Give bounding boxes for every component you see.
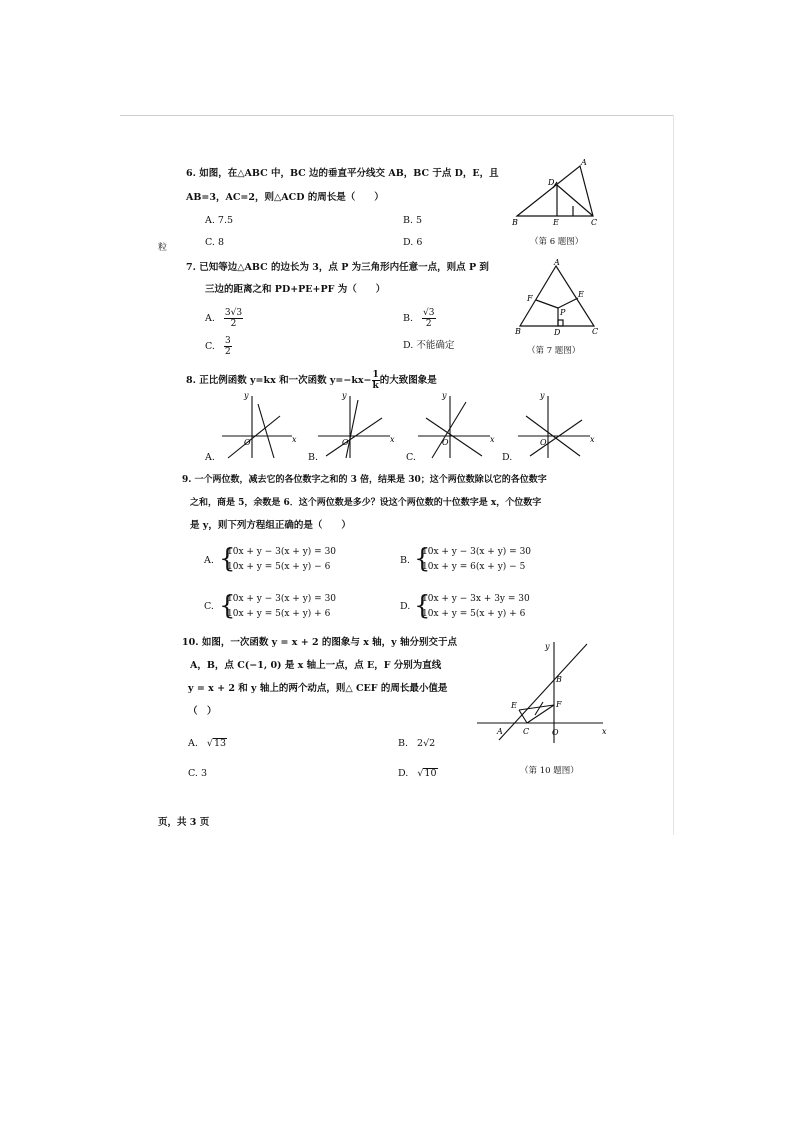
- q7-option-c-num: 3: [224, 336, 231, 346]
- side-mark: 粒: [158, 243, 168, 253]
- q7-option-b-den: 2: [425, 319, 432, 329]
- q6-label-A: A: [581, 158, 587, 167]
- q7-label-C: C: [592, 327, 599, 336]
- q8-frac-den: k: [372, 381, 379, 391]
- q10-option-d-label: D.: [398, 768, 409, 779]
- q9-option-a-brace: {: [219, 544, 236, 574]
- q7-option-a-den: 2: [230, 319, 237, 329]
- q7-option-b-num: √3: [423, 308, 435, 318]
- q10-text-line3: y = x + 2 和 y 轴上的两个动点，则△ CEF 的周长最小值是: [188, 683, 448, 694]
- q9-text-line3: 是 y，则下列方程组正确的是（ ）: [190, 520, 351, 531]
- q8-option-a: A.: [205, 452, 215, 463]
- q7-option-c: [205, 336, 232, 357]
- q10-option-c: C. 3: [188, 768, 208, 779]
- q9-option-c-eq2: 10x + y = 5(x + y) + 6: [227, 609, 331, 619]
- q6-text-line1: 6. 如图，在△ABC 中，BC 边的垂直平分线交 AB，BC 于点 D，E，且: [186, 168, 499, 179]
- q8-option-b: B.: [308, 452, 319, 463]
- header-rule: [120, 115, 673, 116]
- q6-option-a: A. 7.5: [205, 215, 234, 226]
- q9-option-a-eq1: 10x + y − 3(x + y) = 30: [227, 547, 337, 557]
- q7-figure: [512, 258, 604, 338]
- q10-label-B: B: [556, 675, 562, 684]
- q9-option-d-brace: {: [414, 591, 431, 621]
- q10-option-d: [398, 768, 438, 780]
- q9-option-a: [219, 545, 379, 575]
- q10-option-a-sqrt: √13: [206, 738, 227, 749]
- q8-a-o: O: [244, 438, 251, 447]
- right-margin-rule: [673, 115, 674, 835]
- q9-option-d: [414, 592, 574, 622]
- q9-option-d-label: D.: [400, 601, 411, 612]
- q6-label-B: B: [512, 218, 518, 227]
- q9-option-a-eq2: 10x + y = 5(x + y) − 6: [227, 562, 331, 572]
- q7-caption: （第 7 题图）: [527, 346, 581, 356]
- q8-d-x: x: [590, 435, 595, 444]
- q7-label-P: P: [560, 308, 566, 317]
- q8-option-c: C.: [406, 452, 416, 463]
- q7-option-a: [205, 308, 243, 329]
- q10-text-line1: 10. 如图，一次函数 y = x + 2 的图象与 x 轴，y 轴分别交于点: [182, 637, 457, 648]
- q9-option-b-label: B.: [400, 555, 411, 566]
- q8-graphs: [200, 390, 600, 462]
- page-footer: 页，共 3 页: [158, 817, 210, 828]
- q10-text-line2: A，B，点 C(−1, 0) 是 x 轴上一点，点 E，F 分别为直线: [190, 660, 442, 671]
- q7-label-F: F: [527, 294, 533, 303]
- q10-text-line4: （ ）: [188, 706, 217, 717]
- q8-frac-num: 1: [372, 370, 379, 380]
- q10-option-d-value: 10: [424, 768, 437, 779]
- q8-b-x: x: [390, 435, 395, 444]
- q10-option-a: [188, 738, 227, 750]
- q6-label-C: C: [591, 218, 598, 227]
- q7-option-c-den: 2: [224, 347, 231, 357]
- q10-label-y: y: [545, 642, 550, 651]
- q8-a-x: x: [292, 435, 297, 444]
- q10-label-F: F: [556, 700, 562, 709]
- q7-option-d: D. 不能确定: [403, 340, 455, 351]
- q10-option-b-value: 2√2: [417, 738, 436, 749]
- q9-option-b-eq1: 10x + y − 3(x + y) = 30: [422, 547, 532, 557]
- q7-option-c-label: C.: [205, 341, 215, 352]
- q6-figure: [505, 158, 610, 233]
- q7-label-D: D: [554, 328, 561, 337]
- q9-text-line1: 9. 一个两位数，减去它的各位数字之和的 3 倍，结果是 30；这个两位数除以它的各位数字: [182, 475, 547, 485]
- q9-option-b-brace: {: [414, 544, 431, 574]
- q8-d-y: y: [540, 391, 545, 400]
- q8-c-o: O: [442, 438, 449, 447]
- q8-b-y: y: [342, 391, 347, 400]
- q10-option-b: [398, 738, 435, 750]
- q6-option-b: B. 5: [403, 215, 423, 226]
- q10-option-b-label: B.: [398, 738, 409, 749]
- q9-option-b-eq2: 10x + y = 6(x + y) − 5: [422, 562, 526, 572]
- q10-label-x: x: [602, 727, 607, 736]
- q9-text-line2: 之和，商是 5，余数是 6．这个两位数是多少？设这个两位数的十位数字是 x，个位数字: [190, 498, 542, 508]
- q7-text-line2: 三边的距离之和 PD+PE+PF 为（ ）: [205, 284, 386, 295]
- q6-text-line2: AB=3，AC=2，则△ACD 的周长是（ ）: [186, 192, 384, 203]
- q7-option-b: [403, 308, 436, 329]
- q7-label-E: E: [578, 290, 584, 299]
- q7-text-line1: 7. 已知等边△ABC 的边长为 3，点 P 为三角形内任意一点，则点 P 到: [186, 262, 489, 273]
- q6-option-d: D. 6: [403, 237, 423, 248]
- q10-label-C: C: [523, 727, 530, 736]
- q8-text: [186, 370, 437, 391]
- q10-option-a-value: 13: [213, 738, 227, 749]
- q8-text-pre: 8. 正比例函数 y=kx 和一次函数 y=−kx−: [186, 375, 372, 386]
- q9-option-d-eq1: 10x + y − 3x + 3y = 30: [422, 594, 530, 604]
- q9-option-c-brace: {: [219, 591, 236, 621]
- q9-option-c: [219, 592, 379, 622]
- q8-b-o: O: [342, 438, 349, 447]
- q9-option-d-eq2: 10x + y = 5(x + y) + 6: [422, 609, 526, 619]
- q7-option-b-label: B.: [403, 313, 414, 324]
- q9-option-b: [414, 545, 574, 575]
- q7-label-A: A: [554, 258, 560, 267]
- q10-figure: [475, 640, 610, 745]
- q8-d-o: O: [540, 438, 547, 447]
- q10-label-E: E: [511, 701, 517, 710]
- q6-label-E: E: [553, 218, 559, 227]
- q6-label-D: D: [548, 178, 555, 187]
- q8-option-d: D.: [502, 452, 513, 463]
- q8-a-y: y: [244, 391, 249, 400]
- q8-c-y: y: [442, 391, 447, 400]
- q9-option-c-label: C.: [204, 601, 214, 612]
- q10-option-d-sqrt: √10: [417, 768, 437, 779]
- q8-text-post: 的大致图象是: [379, 375, 437, 386]
- q10-label-A: A: [497, 727, 503, 736]
- q10-label-O: O: [552, 728, 559, 737]
- q9-option-a-label: A.: [204, 555, 214, 566]
- q7-label-B: B: [515, 327, 521, 336]
- q7-option-a-num: 3√3: [224, 308, 243, 318]
- q9-option-c-eq1: 10x + y − 3(x + y) = 30: [227, 594, 337, 604]
- q8-c-x: x: [490, 435, 495, 444]
- q10-caption: （第 10 题图）: [520, 766, 579, 776]
- q6-caption: （第 6 题图）: [530, 237, 584, 247]
- q10-option-a-label: A.: [188, 738, 198, 749]
- q7-option-a-label: A.: [205, 313, 215, 324]
- q6-option-c: C. 8: [205, 237, 225, 248]
